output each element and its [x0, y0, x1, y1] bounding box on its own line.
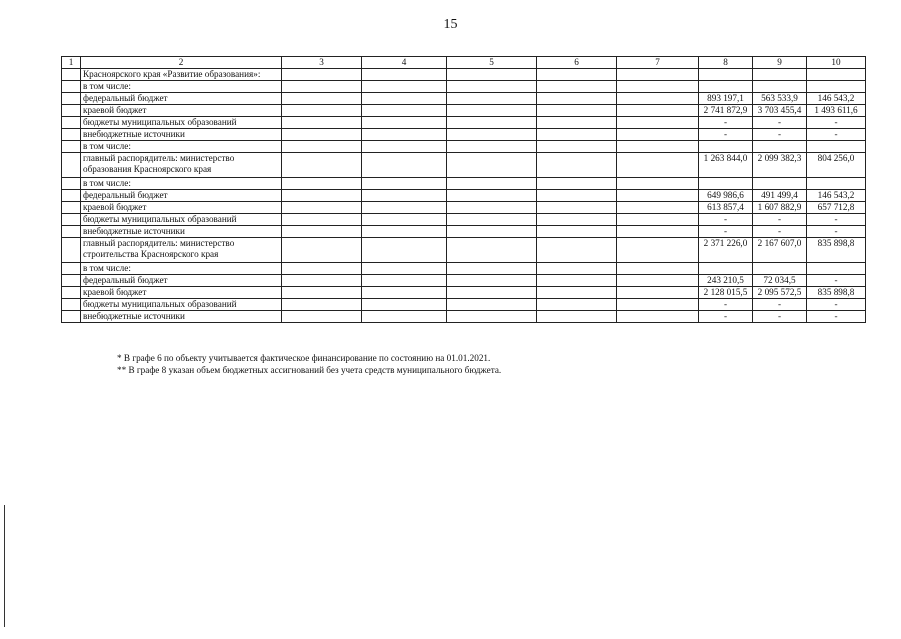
- value-col-10: [807, 81, 866, 93]
- value-col-8: [699, 81, 753, 93]
- table-cell: [617, 190, 699, 202]
- table-cell: [537, 190, 617, 202]
- value-col-8: [699, 141, 753, 153]
- value-col-8: 2 371 226,0: [699, 238, 753, 263]
- value-col-10: 657 712,8: [807, 202, 866, 214]
- value-col-9: [753, 69, 807, 81]
- value-col-9: 72 034,5: [753, 275, 807, 287]
- value-col-9: -: [753, 214, 807, 226]
- table-cell: [537, 275, 617, 287]
- table-cell: [447, 263, 537, 275]
- table-cell: [447, 190, 537, 202]
- footnotes: [117, 352, 501, 376]
- row-label: федеральный бюджет: [81, 93, 282, 105]
- table-cell: [617, 263, 699, 275]
- value-col-8: -: [699, 129, 753, 141]
- table-cell: [447, 117, 537, 129]
- table-row: [62, 238, 866, 263]
- table-cell: [617, 238, 699, 263]
- table-cell: [282, 287, 362, 299]
- table-row: [62, 153, 866, 178]
- value-col-8: 649 986,6: [699, 190, 753, 202]
- row-label: внебюджетные источники: [81, 129, 282, 141]
- table-cell: [62, 275, 81, 287]
- table-cell: [62, 105, 81, 117]
- value-col-10: 835 898,8: [807, 238, 866, 263]
- column-header-8: 8: [699, 57, 753, 69]
- table-cell: [282, 178, 362, 190]
- table-cell: [362, 178, 447, 190]
- table-cell: [447, 105, 537, 117]
- table-cell: [537, 311, 617, 323]
- table-cell: [617, 214, 699, 226]
- table-cell: [362, 275, 447, 287]
- table-cell: [62, 93, 81, 105]
- table-cell: [282, 141, 362, 153]
- table-cell: [62, 69, 81, 81]
- value-col-10: -: [807, 117, 866, 129]
- table-cell: [447, 311, 537, 323]
- footnote-1: * В графе 6 по объекту учитывается фактическое финансирование по состоянию на 01.01.2021.: [117, 353, 491, 363]
- table-row: [62, 105, 866, 117]
- row-label: краевой бюджет: [81, 202, 282, 214]
- table-cell: [617, 117, 699, 129]
- table-row: [62, 299, 866, 311]
- table-row: [62, 275, 866, 287]
- table-cell: [537, 238, 617, 263]
- margin-line: [4, 505, 5, 627]
- row-label: главный распорядитель: министерство строительства Красноярского края: [81, 238, 282, 263]
- table-cell: [362, 153, 447, 178]
- table-cell: [447, 141, 537, 153]
- table-cell: [282, 299, 362, 311]
- table-cell: [447, 178, 537, 190]
- column-header-3: 3: [282, 57, 362, 69]
- row-label: бюджеты муниципальных образований: [81, 299, 282, 311]
- value-col-9: [753, 263, 807, 275]
- row-label: главный распорядитель: министерство образования Красноярского края: [81, 153, 282, 178]
- value-col-9: -: [753, 226, 807, 238]
- table-cell: [537, 105, 617, 117]
- value-col-8: -: [699, 311, 753, 323]
- table-cell: [62, 117, 81, 129]
- table-cell: [617, 275, 699, 287]
- value-col-9: -: [753, 311, 807, 323]
- table-cell: [537, 153, 617, 178]
- footnote-2: ** В графе 8 указан объем бюджетных ассигнований без учета средств муниципального бюджета.: [117, 365, 502, 375]
- table-cell: [617, 299, 699, 311]
- table-cell: [62, 214, 81, 226]
- table-cell: [362, 93, 447, 105]
- table-cell: [537, 141, 617, 153]
- page-number: 15: [443, 17, 458, 32]
- value-col-8: 613 857,4: [699, 202, 753, 214]
- table-row: [62, 202, 866, 214]
- value-col-9: [753, 141, 807, 153]
- value-col-10: -: [807, 214, 866, 226]
- table-cell: [447, 226, 537, 238]
- table-cell: [362, 69, 447, 81]
- row-label: внебюджетные источники: [81, 311, 282, 323]
- table-cell: [282, 117, 362, 129]
- table-cell: [447, 153, 537, 178]
- budget-table: [61, 56, 866, 323]
- table-cell: [62, 129, 81, 141]
- column-header-10: 10: [807, 57, 866, 69]
- table-row: [62, 190, 866, 202]
- table-cell: [537, 81, 617, 93]
- table-cell: [617, 202, 699, 214]
- table-cell: [617, 287, 699, 299]
- table-cell: [447, 214, 537, 226]
- table-cell: [62, 141, 81, 153]
- table-cell: [617, 153, 699, 178]
- value-col-10: 804 256,0: [807, 153, 866, 178]
- table-row: [62, 214, 866, 226]
- table-cell: [362, 263, 447, 275]
- table-row: [62, 93, 866, 105]
- value-col-10: -: [807, 129, 866, 141]
- table-cell: [537, 299, 617, 311]
- table-cell: [62, 226, 81, 238]
- value-col-9: 491 499,4: [753, 190, 807, 202]
- table-cell: [447, 69, 537, 81]
- table-row: [62, 141, 866, 153]
- row-label: Красноярского края «Развитие образования»:: [81, 69, 282, 81]
- column-header-9: 9: [753, 57, 807, 69]
- value-col-10: -: [807, 275, 866, 287]
- row-label: бюджеты муниципальных образований: [81, 117, 282, 129]
- value-col-8: 243 210,5: [699, 275, 753, 287]
- value-col-10: 146 543,2: [807, 93, 866, 105]
- value-col-9: 3 703 455,4: [753, 105, 807, 117]
- table-cell: [282, 69, 362, 81]
- table-row: [62, 81, 866, 93]
- value-col-10: -: [807, 311, 866, 323]
- table-cell: [362, 141, 447, 153]
- table-cell: [282, 202, 362, 214]
- table-body: [62, 69, 866, 323]
- value-col-9: -: [753, 117, 807, 129]
- table-cell: [62, 190, 81, 202]
- row-label: в том числе:: [81, 81, 282, 93]
- table-cell: [282, 214, 362, 226]
- table-row: [62, 117, 866, 129]
- table-cell: [362, 105, 447, 117]
- row-label: краевой бюджет: [81, 287, 282, 299]
- value-col-8: 2 128 015,5: [699, 287, 753, 299]
- table-cell: [362, 299, 447, 311]
- value-col-8: 893 197,1: [699, 93, 753, 105]
- row-label: в том числе:: [81, 263, 282, 275]
- table-cell: [537, 178, 617, 190]
- column-header-4: 4: [362, 57, 447, 69]
- value-col-10: 835 898,8: [807, 287, 866, 299]
- table-row: [62, 263, 866, 275]
- value-col-8: -: [699, 299, 753, 311]
- table-cell: [282, 129, 362, 141]
- table-cell: [362, 81, 447, 93]
- table-cell: [617, 69, 699, 81]
- table-cell: [537, 214, 617, 226]
- table-row: [62, 129, 866, 141]
- table-cell: [537, 117, 617, 129]
- table-cell: [362, 311, 447, 323]
- table-cell: [447, 238, 537, 263]
- value-col-10: [807, 69, 866, 81]
- value-col-8: -: [699, 226, 753, 238]
- value-col-10: [807, 141, 866, 153]
- value-col-9: 2 095 572,5: [753, 287, 807, 299]
- value-col-10: [807, 263, 866, 275]
- table-cell: [447, 275, 537, 287]
- table-cell: [447, 287, 537, 299]
- value-col-9: -: [753, 129, 807, 141]
- table-cell: [282, 105, 362, 117]
- value-col-10: -: [807, 226, 866, 238]
- table-cell: [617, 226, 699, 238]
- table-cell: [362, 190, 447, 202]
- table-cell: [62, 311, 81, 323]
- table-row: [62, 69, 866, 81]
- table-cell: [447, 202, 537, 214]
- table-cell: [62, 238, 81, 263]
- table-cell: [282, 93, 362, 105]
- table-cell: [537, 287, 617, 299]
- value-col-8: 2 741 872,9: [699, 105, 753, 117]
- value-col-9: 2 099 382,3: [753, 153, 807, 178]
- table-cell: [617, 129, 699, 141]
- table-cell: [617, 81, 699, 93]
- column-header-7: 7: [617, 57, 699, 69]
- table-cell: [62, 287, 81, 299]
- table-cell: [362, 202, 447, 214]
- value-col-9: 1 607 882,9: [753, 202, 807, 214]
- value-col-9: [753, 81, 807, 93]
- table-row: [62, 178, 866, 190]
- table-cell: [447, 93, 537, 105]
- table-cell: [282, 311, 362, 323]
- table-row: [62, 311, 866, 323]
- row-label: внебюджетные источники: [81, 226, 282, 238]
- table-cell: [62, 81, 81, 93]
- row-label: федеральный бюджет: [81, 190, 282, 202]
- table-cell: [537, 226, 617, 238]
- value-col-8: [699, 178, 753, 190]
- table-cell: [617, 105, 699, 117]
- value-col-8: -: [699, 117, 753, 129]
- table-cell: [362, 117, 447, 129]
- value-col-9: [753, 178, 807, 190]
- column-header-1: 1: [62, 57, 81, 69]
- table-cell: [447, 299, 537, 311]
- value-col-9: 563 533,9: [753, 93, 807, 105]
- table-cell: [62, 153, 81, 178]
- table-cell: [362, 238, 447, 263]
- value-col-10: 146 543,2: [807, 190, 866, 202]
- table-cell: [282, 263, 362, 275]
- table-cell: [447, 81, 537, 93]
- value-col-8: 1 263 844,0: [699, 153, 753, 178]
- table-row: [62, 226, 866, 238]
- table-cell: [362, 226, 447, 238]
- row-label: в том числе:: [81, 141, 282, 153]
- table-cell: [62, 263, 81, 275]
- table-cell: [282, 275, 362, 287]
- column-number-row: [62, 57, 866, 69]
- table-cell: [537, 129, 617, 141]
- table-cell: [282, 81, 362, 93]
- value-col-8: -: [699, 214, 753, 226]
- table-cell: [447, 129, 537, 141]
- value-col-8: [699, 263, 753, 275]
- value-col-10: 1 493 611,6: [807, 105, 866, 117]
- table-row: [62, 287, 866, 299]
- table-cell: [62, 178, 81, 190]
- table-cell: [282, 226, 362, 238]
- table-cell: [617, 178, 699, 190]
- row-label: краевой бюджет: [81, 105, 282, 117]
- value-col-9: 2 167 607,0: [753, 238, 807, 263]
- table-cell: [617, 311, 699, 323]
- table-cell: [537, 93, 617, 105]
- column-header-6: 6: [537, 57, 617, 69]
- table-cell: [282, 238, 362, 263]
- column-header-5: 5: [447, 57, 537, 69]
- row-label: бюджеты муниципальных образований: [81, 214, 282, 226]
- value-col-8: [699, 69, 753, 81]
- table-cell: [62, 299, 81, 311]
- value-col-10: -: [807, 299, 866, 311]
- column-header-2: 2: [81, 57, 282, 69]
- table-cell: [537, 69, 617, 81]
- table-cell: [537, 202, 617, 214]
- table-cell: [282, 153, 362, 178]
- table-cell: [62, 202, 81, 214]
- table-cell: [282, 190, 362, 202]
- table-cell: [617, 93, 699, 105]
- row-label: федеральный бюджет: [81, 275, 282, 287]
- table-cell: [617, 141, 699, 153]
- table-cell: [362, 287, 447, 299]
- table-cell: [537, 263, 617, 275]
- table-cell: [362, 214, 447, 226]
- value-col-9: -: [753, 299, 807, 311]
- row-label: в том числе:: [81, 178, 282, 190]
- value-col-10: [807, 178, 866, 190]
- table-cell: [362, 129, 447, 141]
